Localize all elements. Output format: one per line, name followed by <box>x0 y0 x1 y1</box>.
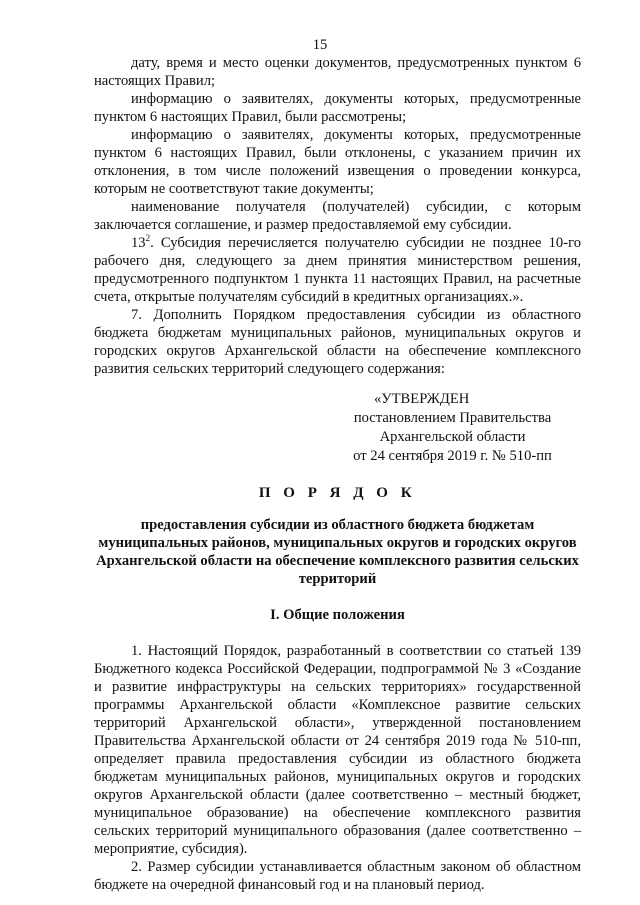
clause-superscript: 2 <box>145 233 151 244</box>
paragraph: информацию о заявителях, документы которых, предусмотренные пунктом 6 настоящих Правил, были рассмотрены; <box>94 91 581 125</box>
paragraph: информацию о заявителях, документы которых, предусмотренные пунктом 6 настоящих Правил, были отклонены, с указанием причин их отклонения, в том числе положений извещения о проведении конкурса, которым не соответствуют такие документы; <box>94 127 581 197</box>
document-body <box>94 54 581 894</box>
approval-line: «УТВЕРЖДЕН <box>374 391 470 407</box>
approval-line: постановлением Правительства <box>353 410 552 426</box>
document-subtitle: предоставления субсидии из областного бюджета бюджетам муниципальных районов, муниципальных округов и городских округов Архангельской области на обеспечение комплексного развития сельских территорий <box>96 517 579 587</box>
paragraph: 1. Настоящий Порядок, разработанный в соответствии со статьей 139 Бюджетного кодекса Российской Федерации, подпрограммой № 3 «Создание и развитие инфраструктуры на сельских территориях» государственной программы Архангельской области «Комплексное развитие сельских территорий Архангельской области», утвержденной постановлением Правительства Архангельской области от 24 сентября 2019 года № 510-пп, определяет правила предоставления субсидии из областного бюджета бюджетам муниципальных районов, муниципальных округов и городских округов Архангельской области (далее соответственно – местный бюджет, муниципальное образование) на обеспечение комплексного развития сельских территорий муниципального образования (далее соответственно – мероприятие, субсидия). <box>94 643 581 857</box>
clause-text: . Субсидия перечисляется получателю субсидии не позднее 10-го рабочего дня, следующего за днем принятия министерством решения, предусмотренного подпунктом 1 пункта 11 настоящих Правил, на расчетные счета, открытые получателям субсидий в кредитных организациях.». <box>94 235 581 305</box>
paragraph: дату, время и место оценки документов, предусмотренных пунктом 6 настоящих Правил; <box>94 55 581 89</box>
paragraph: 7. Дополнить Порядком предоставления субсидии из областного бюджета бюджетам муниципальных районов, муниципальных округов и городских округов Архангельской области на обеспечение комплексного развития сельских территорий следующего содержания: <box>94 307 581 377</box>
paragraph-13-2 <box>94 234 581 306</box>
paragraph: наименование получателя (получателей) субсидии, с которым заключается соглашение, и размер предоставляемой ему субсидии. <box>94 199 581 233</box>
approval-line: от 24 сентября 2019 г. № 510-пп <box>353 448 552 464</box>
section-content <box>94 642 581 894</box>
clause-number: 13 <box>131 235 146 251</box>
page-number: 15 <box>312 37 328 53</box>
section-heading: I. Общие положения <box>270 607 405 623</box>
document-title: П О Р Я Д О К <box>258 485 417 501</box>
paragraph: 2. Размер субсидии устанавливается областным законом об областном бюджете на очередной финансовый год и на плановый период. <box>94 859 581 893</box>
approval-line: Архангельской области <box>379 429 526 445</box>
approval-stamp <box>324 390 581 466</box>
